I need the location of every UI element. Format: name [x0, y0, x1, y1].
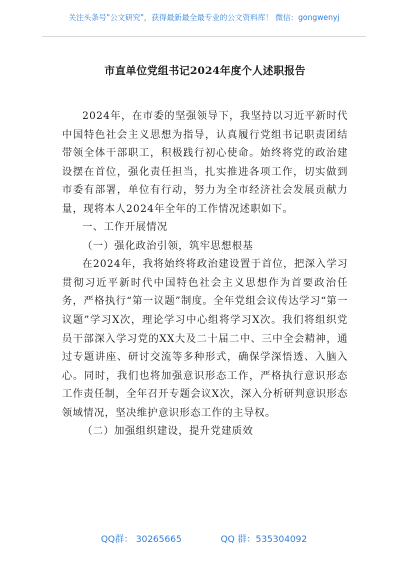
header-divider — [42, 36, 366, 37]
subsection-heading: （二）加强组织建设，提升党建质效 — [82, 426, 254, 438]
intro-paragraph: 2024年，在市委的坚强领导下，我坚持以习近平新时代中国特色社会主义思想为指导，认真履行党组书记职责团结带领全体干部职工，积极践行初心使命。始终将党的政治建设摆在首位，强化责任担当，扎实推进各项工作，切实做到市委有部署，单位有行动，努力为全市经济社会发展贡献力量，现将本人2024年全年的工作情况述职如下。 — [62, 111, 348, 215]
body-paragraph: 在2024年，我将始终将政治建设置于首位，把深入学习贯彻习近平新时代中国特色社会主义思想作为首要政治任务，严格执行“第一议题”制度。全年党组会议传达学习“第一议题”学习X次，理论学习中心组将学习X次。我们将组织党员干部深入学习党的XX大及二十届二中、三中全会精神，通过专题讲座、研讨交流等多种形式，确保学深悟透、入脑入心。同时，我们也将加强意识形态工作，严格执行意识形态工作责任制，全年召开专题会议X次，深入分析研判意识形态领域情况，坚决维护意识形态工作的主导权。 — [62, 259, 348, 419]
banner-text: 关注头条号"公文研究"，获得最新最全最专业的公文资料库！ 微信：gongwenyj — [68, 13, 340, 22]
footer-contact — [0, 532, 408, 545]
qq-group-1: QQ群： 30265665 — [100, 535, 182, 545]
document-body — [62, 108, 348, 442]
subsection-heading: （一）强化政治引领，筑牢思想根基 — [82, 240, 254, 252]
section-heading: 一、工作开展情况 — [82, 222, 168, 234]
qq-group-2: QQ 群：535304092 — [220, 535, 308, 545]
top-banner — [0, 0, 408, 40]
document-title: 市直单位党组书记2024年度个人述职报告 — [104, 65, 306, 77]
document-page — [62, 64, 348, 442]
